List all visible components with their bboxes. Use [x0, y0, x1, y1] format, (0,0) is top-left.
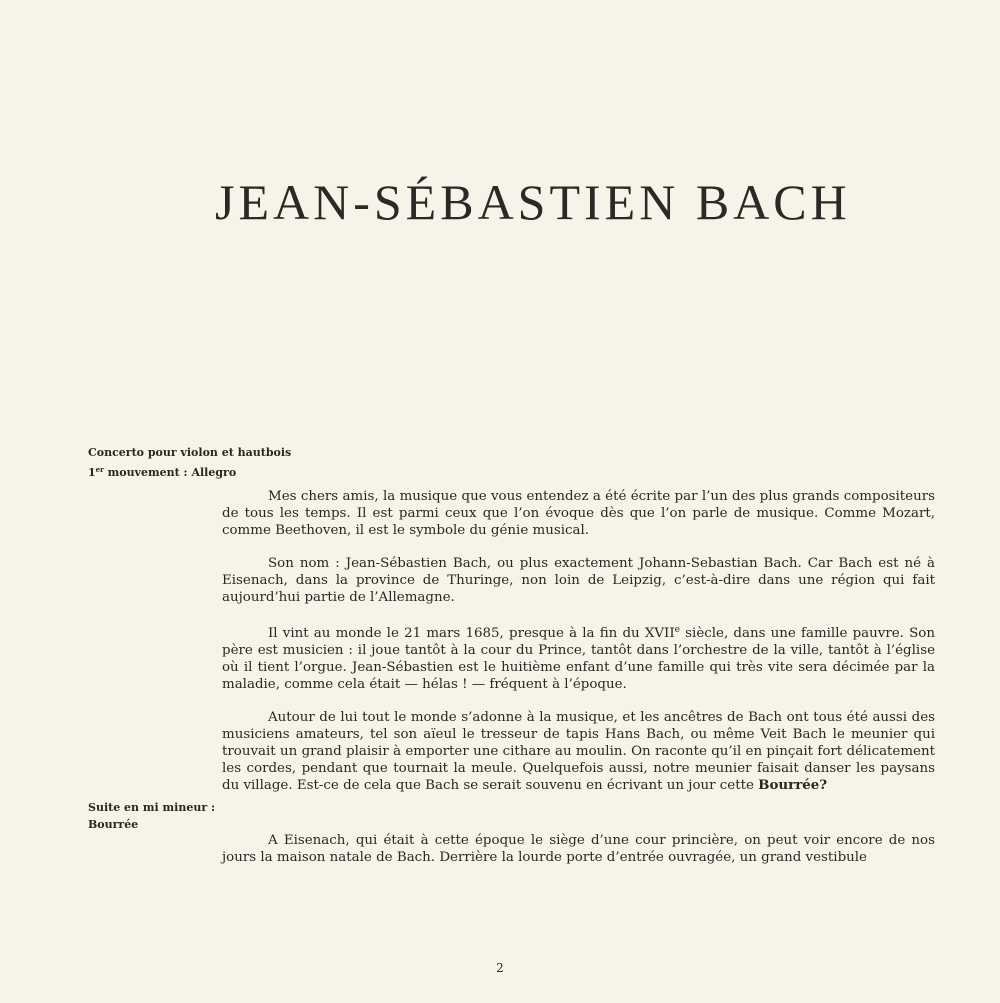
paragraph: A Eisenach, qui était à cette époque le siège d’une cour princière, on peut voir encore de nos jours la maison natale de Bach. Derrière la lourde porte d’entrée ouvragée, un grand vestibule [222, 833, 935, 865]
margin-note-line: Bourrée [88, 818, 139, 831]
paragraph-text: Il vint au monde le 21 mars 1685, presque à la fin du XVII [268, 626, 675, 641]
body-text-section-1 [222, 488, 935, 810]
margin-note-line: Concerto pour violon et hautbois [88, 446, 292, 459]
margin-note-suite [88, 799, 215, 833]
movement-title: mouvement : Allegro [103, 466, 237, 479]
paragraph: Mes chers amis, la musique que vous entendez a été écrite par l’un des plus grands compositeurs de tous les temps. Il est parmi ceux que l’on évoque dès que l’on parle de musique. Comme Mozart, comme Beethoven, il est le symbole du génie musical. [222, 489, 935, 538]
century-superscript: e [674, 625, 680, 635]
page-title: JEAN-SÉBASTIEN BACH [215, 174, 851, 230]
paragraph: Son nom : Jean-Sébastien Bach, ou plus exactement Johann-Sebastian Bach. Car Bach est né à Eisenach, dans la province de Thuringe, non loin de Leipzig, c’est-à-dire dans une région qui fait aujourd’hui partie de l’Allemagne. [222, 556, 935, 605]
movement-ordinal-suffix: er [95, 465, 104, 474]
margin-note-line: Suite en mi mineur : [88, 801, 215, 814]
margin-note-line [88, 461, 291, 481]
paragraph-text: Autour de lui tout le monde s’adonne à la musique, et les ancêtres de Bach ont tous été aussi des musiciens amateurs, tel son aïeul le tresseur de tapis Hans Bach, ou même Veit Bach le meunier qui trouvait un grand plaisir à emporter une cithare au moulin. On raconte qu’il en pinçait fort délicatement les cordes, pendant que tournait la meule. Quelquefois aussi, notre meunier faisait danser les paysans du village. Est-ce de cela que Bach se serait souvenu en écrivant un jour cette [222, 710, 935, 793]
paragraph [222, 622, 935, 693]
paragraph-text: siècle, dans une famille pauvre. Son père est musicien : il joue tantôt à la cour du Prince, tantôt dans l’orchestre de la ville, tantôt à l’église où il tient l’orgue. Jean-Sébastien est le huitième enfant d’une famille qui très vite sera décimée par la maladie, comme cela était — hélas ! — fréquent à l’époque. [222, 626, 935, 692]
body-text-section-2 [222, 832, 935, 882]
paragraph [222, 709, 935, 794]
page-number: 2 [496, 961, 504, 975]
bourree-emphasis: Bourrée? [758, 777, 828, 793]
movement-number: 1 [88, 466, 96, 479]
margin-note-concerto [88, 444, 291, 481]
